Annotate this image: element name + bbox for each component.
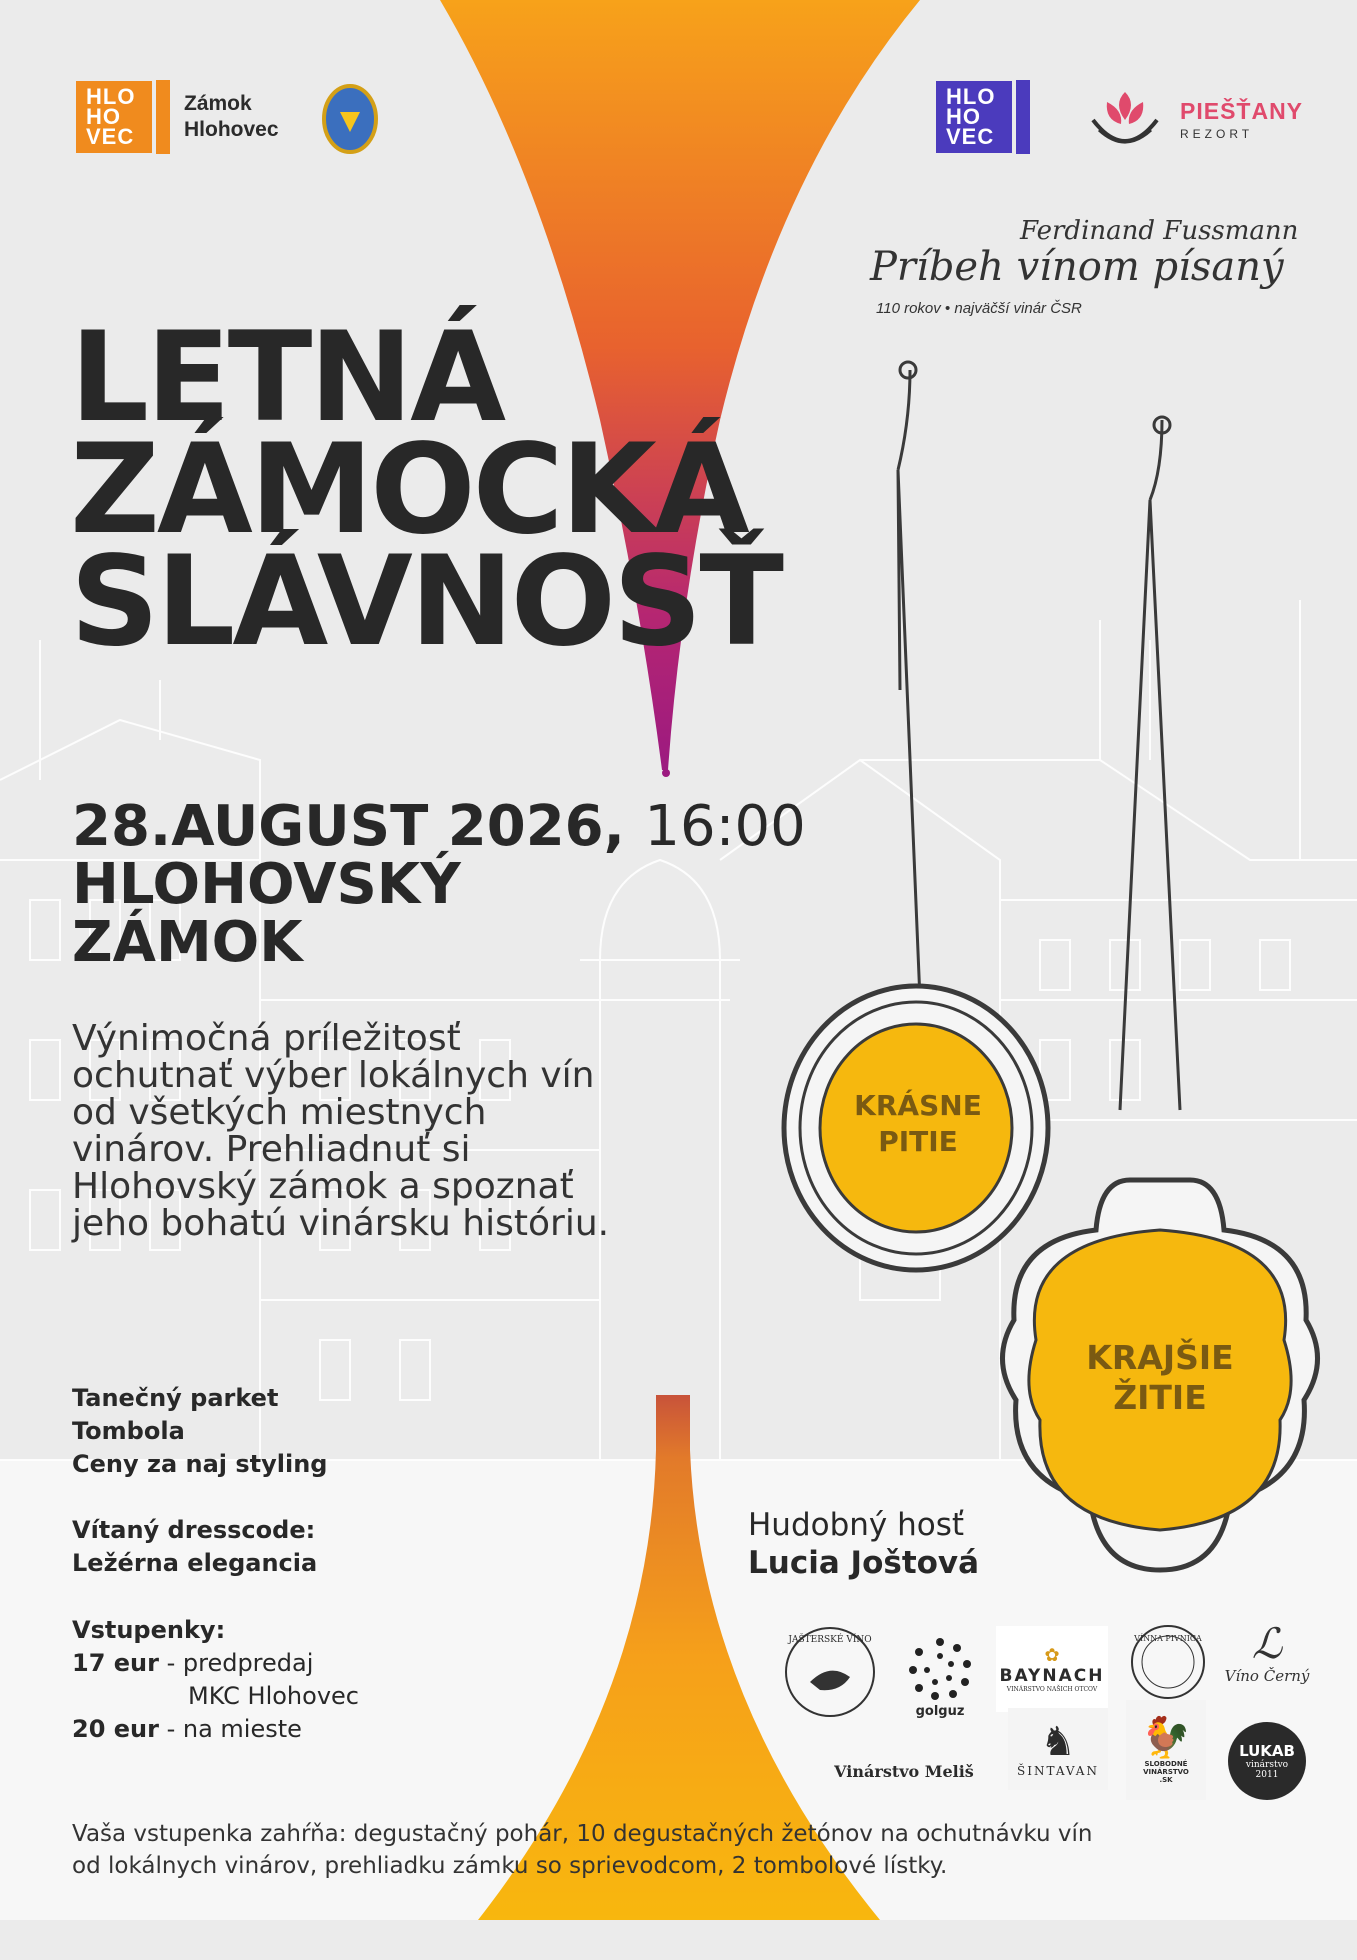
description-line: Hlohovský zámok a spoznať [72, 1166, 574, 1207]
music-guest [748, 1506, 979, 1582]
piestany-name: PIEŠŤANY [1180, 98, 1304, 124]
tickets-label: Vstupenky: [72, 1616, 226, 1644]
sign2-line2: ŽITIE [1113, 1378, 1207, 1417]
feature-item: Ceny za naj styling [72, 1450, 328, 1478]
description-line: jeho bohatú vinársku históriu. [72, 1203, 610, 1244]
sponsor-jasterske [780, 1622, 880, 1722]
sponsor-vinna-pivnica [1128, 1622, 1208, 1702]
description-line: vinárov. Prehliadnuť si [72, 1129, 471, 1170]
slobodne-rooster-icon: 🐓 [1141, 1715, 1191, 1761]
fussmann-name: Ferdinand Fussmann [1020, 216, 1299, 246]
slobodne-label: SLOBODNÉ VINÁRSTVO .SK [1143, 1760, 1189, 1784]
baynach-sub: VINÁRSTVO NAŠICH OTCOV [1006, 1686, 1098, 1693]
logo-line: HO [946, 104, 981, 129]
golguz-label: golguz [915, 1703, 965, 1719]
jasterske-label: JAŠTERSKÉ VÍNO [788, 1635, 872, 1645]
features-list [72, 1382, 327, 1481]
description-line: ochutnať výber lokálnych vín [72, 1055, 595, 1096]
sponsor-golguz [900, 1626, 980, 1726]
title-line3: SLÁVNOSŤ [70, 530, 781, 674]
piestany-lotus-icon [1085, 84, 1165, 156]
tickets [72, 1614, 359, 1746]
zamok-logo-text [184, 91, 279, 143]
baynach-flower-icon: ✿ [1044, 1645, 1060, 1666]
footer-line1: Vaša vstupenka zahŕňa: degustačný pohár, 10 degustačných žetónov na ochutnávku vín [72, 1821, 1093, 1847]
sponsor-baynach [996, 1626, 1108, 1712]
music-name: Lucia Joštová [748, 1545, 980, 1581]
event-place-line1: HLOHOVSKÝ [72, 852, 461, 917]
description-line: od všetkých miestnych [72, 1092, 487, 1133]
event-date: 28.AUGUST 2026, [72, 794, 625, 859]
lukab-year: 2011 [1255, 1770, 1279, 1780]
dresscode-label: Vítaný dresscode: [72, 1516, 316, 1544]
title-line2: ZÁMOCKÁ [70, 418, 747, 562]
sponsor-melis: Vinárstvo Meliš [834, 1761, 974, 1781]
sponsor-sintavan [1008, 1708, 1108, 1790]
lukab-sub: vinárstvo [1245, 1760, 1289, 1770]
baynach-label: BAYNACH [999, 1666, 1105, 1686]
feature-item: Tanečný parket [72, 1384, 279, 1412]
dresscode-value: Ležérna elegancia [72, 1549, 318, 1577]
lukab-label: LUKAB [1239, 1742, 1295, 1760]
sign-krasne-pitie [820, 1088, 1016, 1160]
zamok-line2: Hlohovec [184, 118, 279, 141]
description-line: Výnimočná príležitosť [72, 1018, 461, 1059]
logo-line: HLO [946, 84, 996, 109]
sign1-line1: KRÁSNE [854, 1089, 982, 1122]
vino-cerny-label: Víno Černý [1224, 1667, 1310, 1685]
event-description [72, 1020, 609, 1242]
sintavan-label: ŠINTAVAN [1017, 1764, 1099, 1778]
zamok-line1: Zámok [184, 92, 252, 115]
event-title [70, 306, 781, 674]
footer-note [72, 1818, 1092, 1882]
coat-of-arms-icon [322, 84, 378, 154]
title-line1: LETNÁ [70, 306, 504, 450]
ticket-door-price: 20 eur [72, 1715, 159, 1743]
fussmann-tagline: Príbeh vínom písaný [870, 244, 1284, 290]
sign2-line1: KRAJŠIE [1086, 1338, 1234, 1377]
logo-line: VEC [946, 124, 995, 149]
feature-item: Tombola [72, 1417, 185, 1445]
music-label: Hudobný hosť [748, 1507, 965, 1543]
event-place-line2: ZÁMOK [72, 910, 303, 975]
logo-line: HO [86, 104, 121, 129]
hlohovec-logo-left [76, 80, 279, 154]
logo-line: VEC [86, 124, 135, 149]
sintavan-horse-icon: ♞ [1040, 1719, 1076, 1765]
ticket-presale-text: - predpredaj [158, 1649, 314, 1677]
vino-cerny-monogram-icon: ℒ [1251, 1619, 1283, 1668]
piestany-logo-text [1180, 98, 1303, 141]
ticket-presale-price: 17 eur [72, 1649, 159, 1677]
hlohovec-logo-right [936, 80, 1030, 154]
dresscode [72, 1514, 317, 1580]
sponsor-lukab [1228, 1722, 1306, 1800]
sponsor-vino-cerny [1222, 1608, 1312, 1698]
fussmann-subtitle: 110 rokov • najväčší vinár ČSR [876, 300, 1082, 317]
sponsor-slobodne [1126, 1700, 1206, 1800]
logo-bar [156, 80, 170, 154]
sign1-line2: PITIE [878, 1125, 958, 1158]
logo-bar [1016, 80, 1030, 154]
golguz-dots-icon [905, 1634, 975, 1704]
footer-line2: od lokálnych vinárov, prehliadku zámku so sprievodcom, 2 tombolové lístky. [72, 1853, 948, 1879]
ticket-presale-place: MKC Hlohovec [188, 1682, 359, 1710]
ticket-door-text: - na mieste [158, 1715, 302, 1743]
vinna-pivnica-label: VÍNNA PIVNICA [1134, 1633, 1202, 1643]
event-date-block [72, 794, 806, 975]
piestany-sub: REZORT [1180, 127, 1254, 141]
sign-krajsie-zitie [1060, 1338, 1260, 1418]
event-time: 16:00 [644, 794, 806, 859]
logo-line: HLO [86, 84, 136, 109]
